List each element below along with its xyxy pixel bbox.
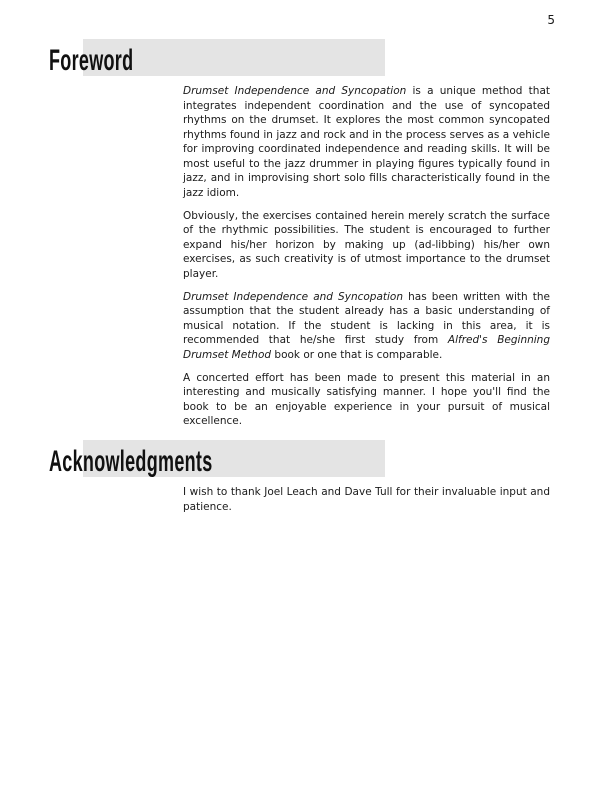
acknowledgments-heading: Acknowledgments (49, 445, 213, 478)
foreword-paragraph-1 (183, 84, 550, 200)
paragraph-text: has been written with the assumption that the student already has a basic understanding of musical notation. If the student is lacking in this area, it is recommended that he/she first study from (183, 290, 551, 346)
book-title: Drumset Independence and Syncopation (183, 290, 404, 303)
paragraph-text: book or one that is comparable. (271, 348, 443, 361)
paragraph-text: is a unique method that integrates independent coordination and the use of syncopated rhythms on the drumset. It explores the most common syncopated rhythms found in jazz and rock and in the process serves as a vehicle for improving coordinated independence and reading skills. It will be most useful to the jazz drummer in playing figures typically found in jazz, and in improvising short solo fills characteristically found in the jazz idiom. (183, 85, 550, 199)
page-number: 5 (547, 13, 555, 27)
book-title: Drumset Independence and Syncopation (183, 85, 407, 97)
acknowledgments-paragraph-1 (183, 485, 550, 514)
foreword-paragraph-2 (183, 209, 550, 282)
paragraph-text: A concerted effort has been made to present this material in an interesting and musically satisfying manner. I hope you'll find the book to be an enjoyable experience in your pursuit of musical excellence. (183, 371, 550, 427)
paragraph-text: I wish to thank Joel Leach and Dave Tull for their invaluable input and patience. (183, 486, 550, 513)
foreword-heading: Foreword (49, 44, 134, 77)
paragraph-text: Obviously, the exercises contained herein merely scratch the surface of the rhythmic possibilities. The student is encouraged to further expand his/her horizon by making up (ad-libbing) his/her own exercises, as such creativity is of utmost importance to the drumset player. (183, 209, 550, 280)
foreword-paragraph-3 (183, 290, 550, 363)
referenced-book-title: Alfred's Beginning Drumset Method (183, 334, 551, 361)
foreword-body (183, 84, 550, 437)
foreword-paragraph-4 (183, 371, 550, 429)
acknowledgments-body (183, 485, 550, 523)
